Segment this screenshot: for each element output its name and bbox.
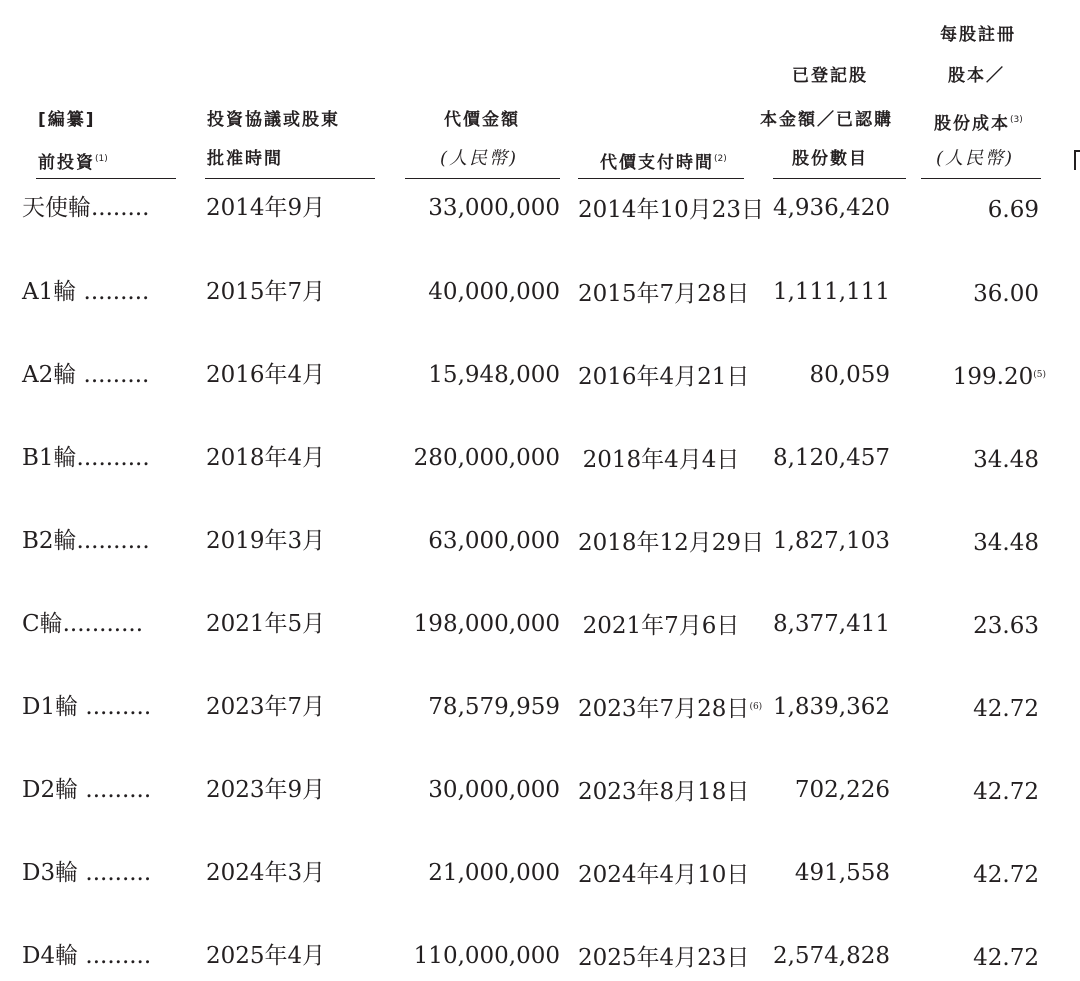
table-row bbox=[0, 609, 1080, 649]
payment-date: 2018年4月4日 bbox=[582, 447, 740, 473]
per-share-cost: 36.00 bbox=[973, 281, 1039, 307]
header-per-share-cost: 股份成本$^{(3)}$ bbox=[934, 114, 1023, 134]
share-count: 4,936,420 bbox=[772, 195, 890, 221]
consideration-amount: 15,948,000 bbox=[428, 362, 560, 388]
consideration-amount: 63,000,000 bbox=[428, 528, 560, 554]
round-name: A2輪 ......... bbox=[22, 362, 150, 388]
per-share-cost: 42.72 bbox=[973, 862, 1039, 888]
consideration-amount: 198,000,000 bbox=[413, 611, 560, 637]
table-row bbox=[0, 526, 1080, 566]
approval-date: 2025年4月 bbox=[206, 943, 326, 969]
header-rule bbox=[921, 178, 1041, 179]
table-row bbox=[0, 775, 1080, 815]
payment-date: 2023年8月18日 bbox=[578, 779, 750, 805]
table-row bbox=[0, 941, 1080, 981]
round-name: B1輪.......... bbox=[22, 445, 150, 471]
consideration-amount: 30,000,000 bbox=[428, 777, 560, 803]
approval-date: 2015年7月 bbox=[206, 279, 326, 305]
table-row bbox=[0, 692, 1080, 732]
per-share-cost: 42.72 bbox=[973, 945, 1039, 971]
table-row bbox=[0, 277, 1080, 317]
per-share-cost: 34.48 bbox=[973, 530, 1039, 556]
consideration-amount: 33,000,000 bbox=[428, 195, 560, 221]
per-share-cost: 34.48 bbox=[973, 447, 1039, 473]
round-name: C輪........... bbox=[22, 611, 144, 637]
header-registered-capital-2: 本金額／已認購 bbox=[760, 110, 893, 130]
payment-date: 2015年7月28日 bbox=[578, 281, 750, 307]
table-row bbox=[0, 443, 1080, 483]
approval-date: 2018年4月 bbox=[206, 445, 326, 471]
share-count: 80,059 bbox=[809, 362, 890, 388]
header-rule bbox=[36, 178, 176, 179]
header-bianzuan: [編纂] bbox=[38, 110, 96, 130]
table-row bbox=[0, 193, 1080, 233]
payment-date: 2021年7月6日 bbox=[582, 613, 740, 639]
approval-date: 2019年3月 bbox=[206, 528, 326, 554]
consideration-amount: 21,000,000 bbox=[428, 860, 560, 886]
approval-date: 2016年4月 bbox=[206, 362, 326, 388]
round-name: D3輪 ......... bbox=[22, 860, 152, 886]
payment-date: 2018年12月29日 bbox=[578, 530, 765, 556]
share-count: 8,120,457 bbox=[772, 445, 890, 471]
header-rule bbox=[578, 178, 744, 179]
header-per-share-2: 股本／ bbox=[948, 66, 1005, 86]
approval-date: 2024年3月 bbox=[206, 860, 326, 886]
header-approval-time: 批准時間 bbox=[207, 149, 283, 169]
header-consideration: 代價金額 bbox=[444, 110, 520, 130]
header-rule bbox=[405, 178, 560, 179]
header-per-share-1: 每股註冊 bbox=[940, 25, 1016, 45]
consideration-amount: 78,579,959 bbox=[428, 694, 560, 720]
consideration-amount: 40,000,000 bbox=[428, 279, 560, 305]
table-row bbox=[0, 858, 1080, 898]
approval-date: 2023年7月 bbox=[206, 694, 326, 720]
share-count: 702,226 bbox=[794, 777, 890, 803]
header-share-count: 股份數目 bbox=[792, 149, 868, 169]
header-payment-time: 代價支付時間$^{(2)}$ bbox=[600, 153, 727, 173]
payment-date: 2025年4月23日 bbox=[578, 945, 750, 971]
clipped-column-bracket bbox=[1074, 150, 1080, 170]
share-count: 491,558 bbox=[794, 860, 890, 886]
payment-date: 2024年4月10日 bbox=[578, 862, 750, 888]
per-share-cost: 42.72 bbox=[973, 779, 1039, 805]
share-count: 2,574,828 bbox=[772, 943, 890, 969]
approval-date: 2023年9月 bbox=[206, 777, 326, 803]
per-share-cost: 23.63 bbox=[973, 613, 1039, 639]
round-name: D2輪 ......... bbox=[22, 777, 152, 803]
payment-date: 2014年10月23日 bbox=[578, 197, 765, 223]
approval-date: 2021年5月 bbox=[206, 611, 326, 637]
header-pre-investment: 前投資$^{(1)}$ bbox=[38, 153, 108, 173]
share-count: 1,827,103 bbox=[772, 528, 890, 554]
consideration-amount: 110,000,000 bbox=[413, 943, 560, 969]
share-count: 8,377,411 bbox=[772, 611, 890, 637]
per-share-cost: 199.20$^{(5)}$ bbox=[952, 364, 1046, 390]
share-count: 1,839,362 bbox=[772, 694, 890, 720]
round-name: B2輪.......... bbox=[22, 528, 150, 554]
round-name: 天使輪........ bbox=[22, 195, 150, 221]
table-row bbox=[0, 360, 1080, 400]
per-share-cost: 6.69 bbox=[987, 197, 1039, 223]
round-name: D1輪 ......... bbox=[22, 694, 152, 720]
header-rule bbox=[205, 178, 375, 179]
header-rule bbox=[773, 178, 906, 179]
round-name: D4輪 ......... bbox=[22, 943, 152, 969]
round-name: A1輪 ......... bbox=[22, 279, 150, 305]
per-share-cost: 42.72 bbox=[973, 696, 1039, 722]
approval-date: 2014年9月 bbox=[206, 195, 326, 221]
header-rmb-unit-2: (人民幣) bbox=[936, 148, 1015, 169]
payment-date: 2016年4月21日 bbox=[578, 364, 750, 390]
header-registered-capital-1: 已登記股 bbox=[792, 66, 868, 86]
share-count: 1,111,111 bbox=[772, 279, 890, 305]
payment-date: 2023年7月28日$^{(6)}$ bbox=[578, 696, 763, 722]
consideration-amount: 280,000,000 bbox=[413, 445, 560, 471]
header-rmb-unit: (人民幣) bbox=[440, 148, 519, 169]
header-agreement: 投資協議或股東 bbox=[207, 110, 340, 130]
